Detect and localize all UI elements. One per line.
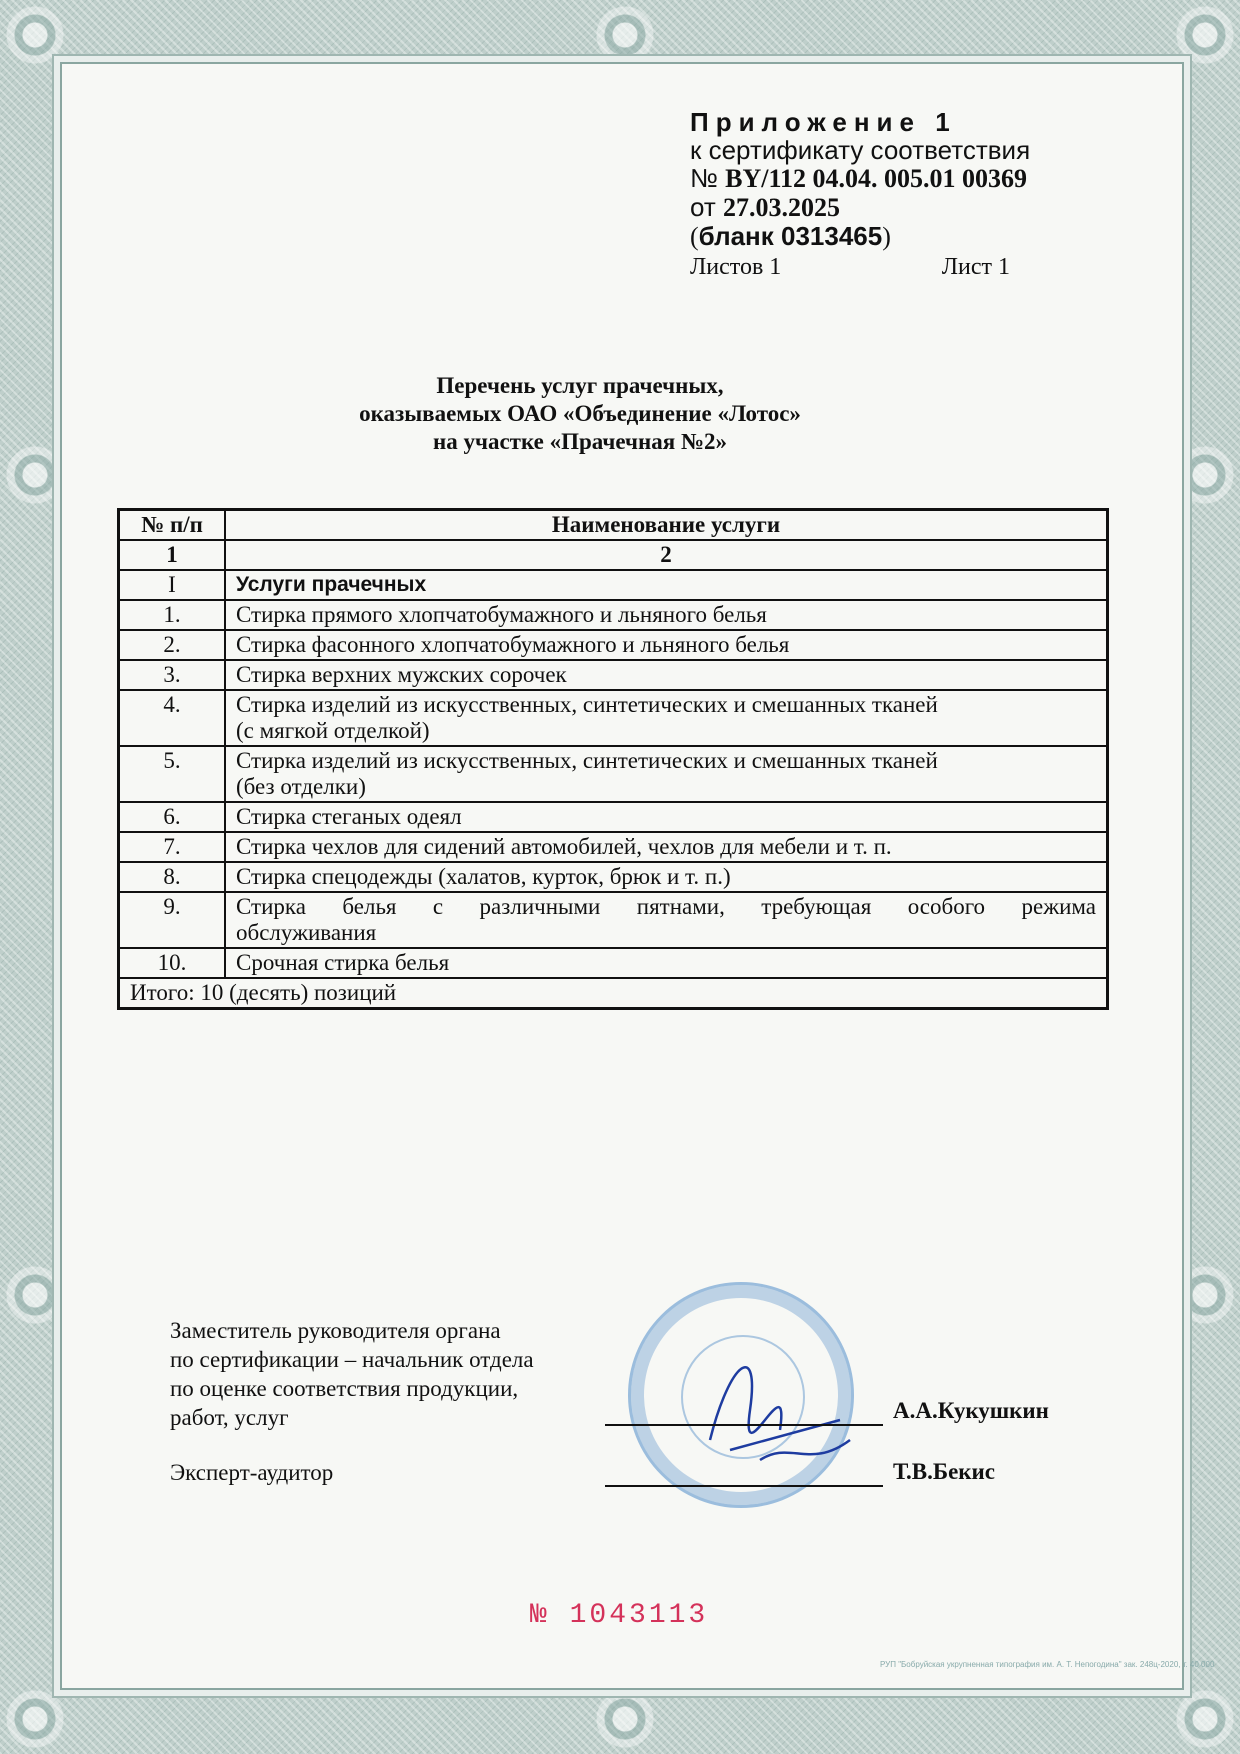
row-service: Стирка стеганых одеял <box>225 802 1108 832</box>
row-service <box>225 746 1108 802</box>
table-header-row <box>119 510 1108 541</box>
row-service-line: (без отделки) <box>236 774 366 799</box>
printer-imprint: РУП "Бобруйская укрупненная типография им. А. Т. Непогодина" зак. 248ц-2020, т. 40 000 <box>880 1660 1215 1669</box>
row-number: 1. <box>119 600 226 630</box>
certificate-number <box>690 164 1030 193</box>
table-row <box>119 630 1108 660</box>
sheet-current: Лист 1 <box>941 254 1010 280</box>
number-prefix: № <box>690 163 726 193</box>
row-service-line: обслуживания <box>236 920 377 945</box>
border-ornament <box>590 0 660 70</box>
table-row <box>119 862 1108 892</box>
blank-open: ( <box>690 222 699 251</box>
section-name: Услуги прачечных <box>225 570 1108 600</box>
sheets-total: Листов 1 <box>690 254 782 280</box>
row-number: 8. <box>119 862 226 892</box>
blank-number <box>690 222 1030 251</box>
table-row <box>119 948 1108 978</box>
auditor-position: Эксперт-аудитор <box>170 1460 334 1485</box>
date-value: 27.03.2025 <box>723 193 841 222</box>
border-ornament <box>590 1684 660 1754</box>
row-service: Стирка прямого хлопчатобумажного и льняного белья <box>225 600 1108 630</box>
column-number: 1 <box>119 540 226 570</box>
table-row <box>119 832 1108 862</box>
table-row <box>119 660 1108 690</box>
row-number: 2. <box>119 630 226 660</box>
certificate-date <box>690 193 1030 222</box>
blank-value: бланк 0313465 <box>698 221 883 251</box>
document-title <box>260 372 900 456</box>
table-row <box>119 600 1108 630</box>
title-line: оказываемых ОАО «Объединение «Лотос» <box>359 401 801 426</box>
column-number: 2 <box>225 540 1108 570</box>
head-position-line: по сертификации – начальник отдела <box>170 1347 534 1372</box>
border-ornament <box>0 0 70 70</box>
row-service-line: Стирка изделий из искусственных, синтетических и смешанных тканей <box>236 748 938 773</box>
section-number: I <box>119 570 226 600</box>
signature-block <box>170 1316 534 1487</box>
row-service: Стирка чехлов для сидений автомобилей, чехлов для мебели и т. п. <box>225 832 1108 862</box>
row-number: 4. <box>119 690 226 746</box>
row-number: 3. <box>119 660 226 690</box>
row-service-line: Стирка белья с различными пятнами, требующая особого режима <box>236 894 1096 919</box>
annex-subtitle: к сертификату соответствия <box>690 135 1031 165</box>
row-service: Стирка спецодежды (халатов, курток, брюк и т. п.) <box>225 862 1108 892</box>
total-row <box>119 978 1108 1009</box>
annex-header <box>690 108 1030 281</box>
blank-serial-number: № 1043113 <box>530 1600 709 1631</box>
table-row <box>119 746 1108 802</box>
row-service: Стирка верхних мужских сорочек <box>225 660 1108 690</box>
head-name: А.А.Кукушкин <box>893 1398 1049 1423</box>
table-row <box>119 892 1108 948</box>
header-name: Наименование услуги <box>225 510 1108 541</box>
table-row <box>119 802 1108 832</box>
table-row <box>119 690 1108 746</box>
head-position-line: работ, услуг <box>170 1405 289 1430</box>
row-number: 6. <box>119 802 226 832</box>
column-number-row <box>119 540 1108 570</box>
row-service: Стирка фасонного хлопчатобумажного и льняного белья <box>225 630 1108 660</box>
number-value: BY/112 04.04. 005.01 00369 <box>725 164 1028 193</box>
row-service: Срочная стирка белья <box>225 948 1108 978</box>
row-number: 9. <box>119 892 226 948</box>
services-table <box>117 508 1109 1010</box>
auditor-signature-line <box>605 1485 883 1487</box>
row-service <box>225 892 1108 948</box>
border-ornament <box>1170 0 1240 70</box>
row-service <box>225 690 1108 746</box>
row-number: 7. <box>119 832 226 862</box>
row-service-line: (с мягкой отделкой) <box>236 718 430 743</box>
title-line: Перечень услуг прачечных, <box>436 373 724 398</box>
title-line: на участке «Прачечная №2» <box>432 429 727 454</box>
row-service-line: Стирка изделий из искусственных, синтетических и смешанных тканей <box>236 692 938 717</box>
auditor-name: Т.В.Бекис <box>893 1459 996 1484</box>
head-position-line: Заместитель руководителя органа <box>170 1318 501 1343</box>
row-number: 5. <box>119 746 226 802</box>
date-prefix: от <box>690 192 724 222</box>
border-ornament <box>1170 1684 1240 1754</box>
border-ornament <box>0 1684 70 1754</box>
blank-close: ) <box>882 222 891 251</box>
header-number: № п/п <box>119 510 226 541</box>
total-text: Итого: 10 (десять) позиций <box>119 978 1108 1009</box>
signature-scribble <box>670 1320 870 1480</box>
annex-title: Приложение 1 <box>690 107 957 137</box>
head-position-line: по оценке соответствия продукции, <box>170 1376 519 1401</box>
section-row <box>119 570 1108 600</box>
sheet-counter <box>690 253 1010 281</box>
row-number: 10. <box>119 948 226 978</box>
head-signature-line <box>605 1424 883 1426</box>
